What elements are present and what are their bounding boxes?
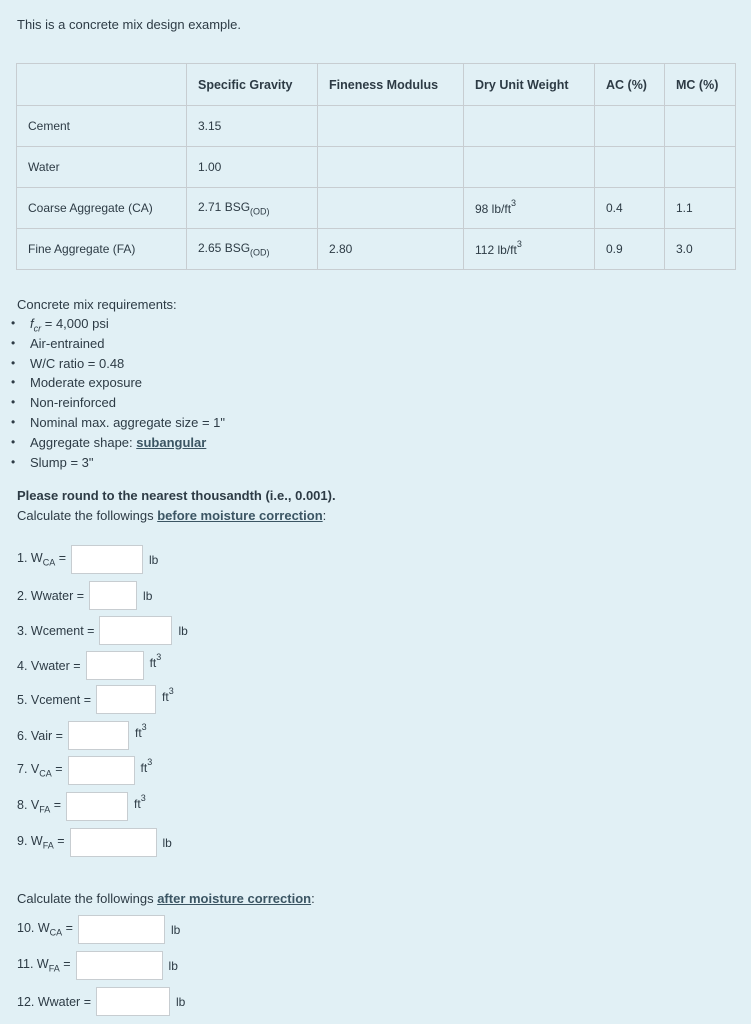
dry-unit-weight xyxy=(464,106,595,147)
specific-gravity: 1.00 xyxy=(187,147,318,188)
question-vcement: 5. Vcement = $ft^3$ xyxy=(17,685,174,714)
header-cell: Dry Unit Weight xyxy=(464,64,595,106)
list-item: • Aggregate shape: subangular xyxy=(9,433,225,453)
answer-input-wfa-corrected[interactable] xyxy=(76,951,163,980)
answer-input-wca-corrected[interactable] xyxy=(78,915,165,944)
list-item: • $f_{cr} = 4,000$ psi xyxy=(9,314,225,334)
list-item: • Moderate exposure xyxy=(9,373,225,393)
question-wwater: 2. Wwater = lb xyxy=(17,581,152,610)
answer-input-vwater[interactable] xyxy=(86,651,144,680)
answer-input-wwater[interactable] xyxy=(89,581,137,610)
moisture-content xyxy=(665,147,736,188)
table-row xyxy=(17,106,736,147)
fineness-modulus xyxy=(318,106,464,147)
requirements-list xyxy=(9,314,225,472)
table-header-row xyxy=(17,64,736,106)
answer-input-wcement[interactable] xyxy=(99,616,172,645)
absorption: 0.9 xyxy=(595,229,665,270)
table-row xyxy=(17,147,736,188)
material-name: Cement xyxy=(17,106,187,147)
list-item: • Nominal max. aggregate size = 1" xyxy=(9,413,225,433)
list-item: • Slump = 3" xyxy=(9,453,225,473)
material-name: Coarse Aggregate (CA) xyxy=(17,188,187,229)
fineness-modulus xyxy=(318,188,464,229)
absorption: 0.4 xyxy=(595,188,665,229)
before-correction-heading: Calculate the followings before moisture correction: xyxy=(17,508,327,523)
answer-input-wfa[interactable] xyxy=(70,828,157,857)
header-cell: MC (%) xyxy=(665,64,736,106)
answer-input-wwater-corrected[interactable] xyxy=(96,987,170,1016)
list-item: • Air-entrained xyxy=(9,334,225,354)
subangular-link[interactable]: subangular xyxy=(136,434,207,450)
table-row xyxy=(17,229,736,270)
absorption xyxy=(595,147,665,188)
absorption xyxy=(595,106,665,147)
moisture-content: 3.0 xyxy=(665,229,736,270)
answer-input-vcement[interactable] xyxy=(96,685,156,714)
question-wfa: 9. $W_{FA}$ = lb xyxy=(17,828,172,857)
question-vfa: 8. $V_{FA}$ = $ft^3$ xyxy=(17,792,146,821)
after-moisture-correction-link[interactable]: after moisture correction xyxy=(157,891,312,906)
dry-unit-weight xyxy=(464,147,595,188)
specific-gravity: 2.71 $BSG_{(OD)}$ xyxy=(187,188,318,229)
header-cell: AC (%) xyxy=(595,64,665,106)
fineness-modulus: 2.80 xyxy=(318,229,464,270)
requirements-title: Concrete mix requirements: xyxy=(17,297,177,312)
material-name: Fine Aggregate (FA) xyxy=(17,229,187,270)
before-moisture-correction-link[interactable]: before moisture correction xyxy=(157,508,323,523)
question-vair: 6. Vair = $ft^3$ xyxy=(17,721,147,750)
dry-unit-weight: 98 $lb/ft^3$ xyxy=(464,188,595,229)
header-cell xyxy=(17,64,187,106)
answer-input-vfa[interactable] xyxy=(66,792,128,821)
material-properties-table xyxy=(16,63,736,270)
list-item: • W/C ratio = 0.48 xyxy=(9,354,225,374)
question-wcement: 3. Wcement = lb xyxy=(17,616,188,645)
answer-input-vca[interactable] xyxy=(68,756,135,785)
moisture-content: 1.1 xyxy=(665,188,736,229)
question-wfa-corrected: 11. $W_{FA}$ = lb xyxy=(17,951,178,980)
question-wca-corrected: 10. $W_{CA}$ = lb xyxy=(17,915,180,944)
rounding-note: Please round to the nearest thousandth (i.e., 0.001). xyxy=(17,488,336,503)
material-name: Water xyxy=(17,147,187,188)
question-wwater-corrected: 12. Wwater = lb xyxy=(17,987,185,1016)
list-item: • Non-reinforced xyxy=(9,393,225,413)
question-wca: 1. $W_{CA}$ = lb xyxy=(17,545,158,574)
question-vca: 7. $V_{CA}$ = $ft^3$ xyxy=(17,756,152,785)
header-cell: Fineness Modulus xyxy=(318,64,464,106)
header-cell: Specific Gravity xyxy=(187,64,318,106)
question-vwater: 4. Vwater = $ft^3$ xyxy=(17,651,161,680)
fineness-modulus xyxy=(318,147,464,188)
table-row xyxy=(17,188,736,229)
specific-gravity: 2.65 $BSG_{(OD)}$ xyxy=(187,229,318,270)
dry-unit-weight: 112 $lb/ft^3$ xyxy=(464,229,595,270)
answer-input-wca[interactable] xyxy=(71,545,143,574)
specific-gravity: 3.15 xyxy=(187,106,318,147)
answer-input-vair[interactable] xyxy=(68,721,129,750)
moisture-content xyxy=(665,106,736,147)
after-correction-heading: Calculate the followings after moisture correction: xyxy=(17,891,315,906)
intro-text: This is a concrete mix design example. xyxy=(17,17,241,32)
